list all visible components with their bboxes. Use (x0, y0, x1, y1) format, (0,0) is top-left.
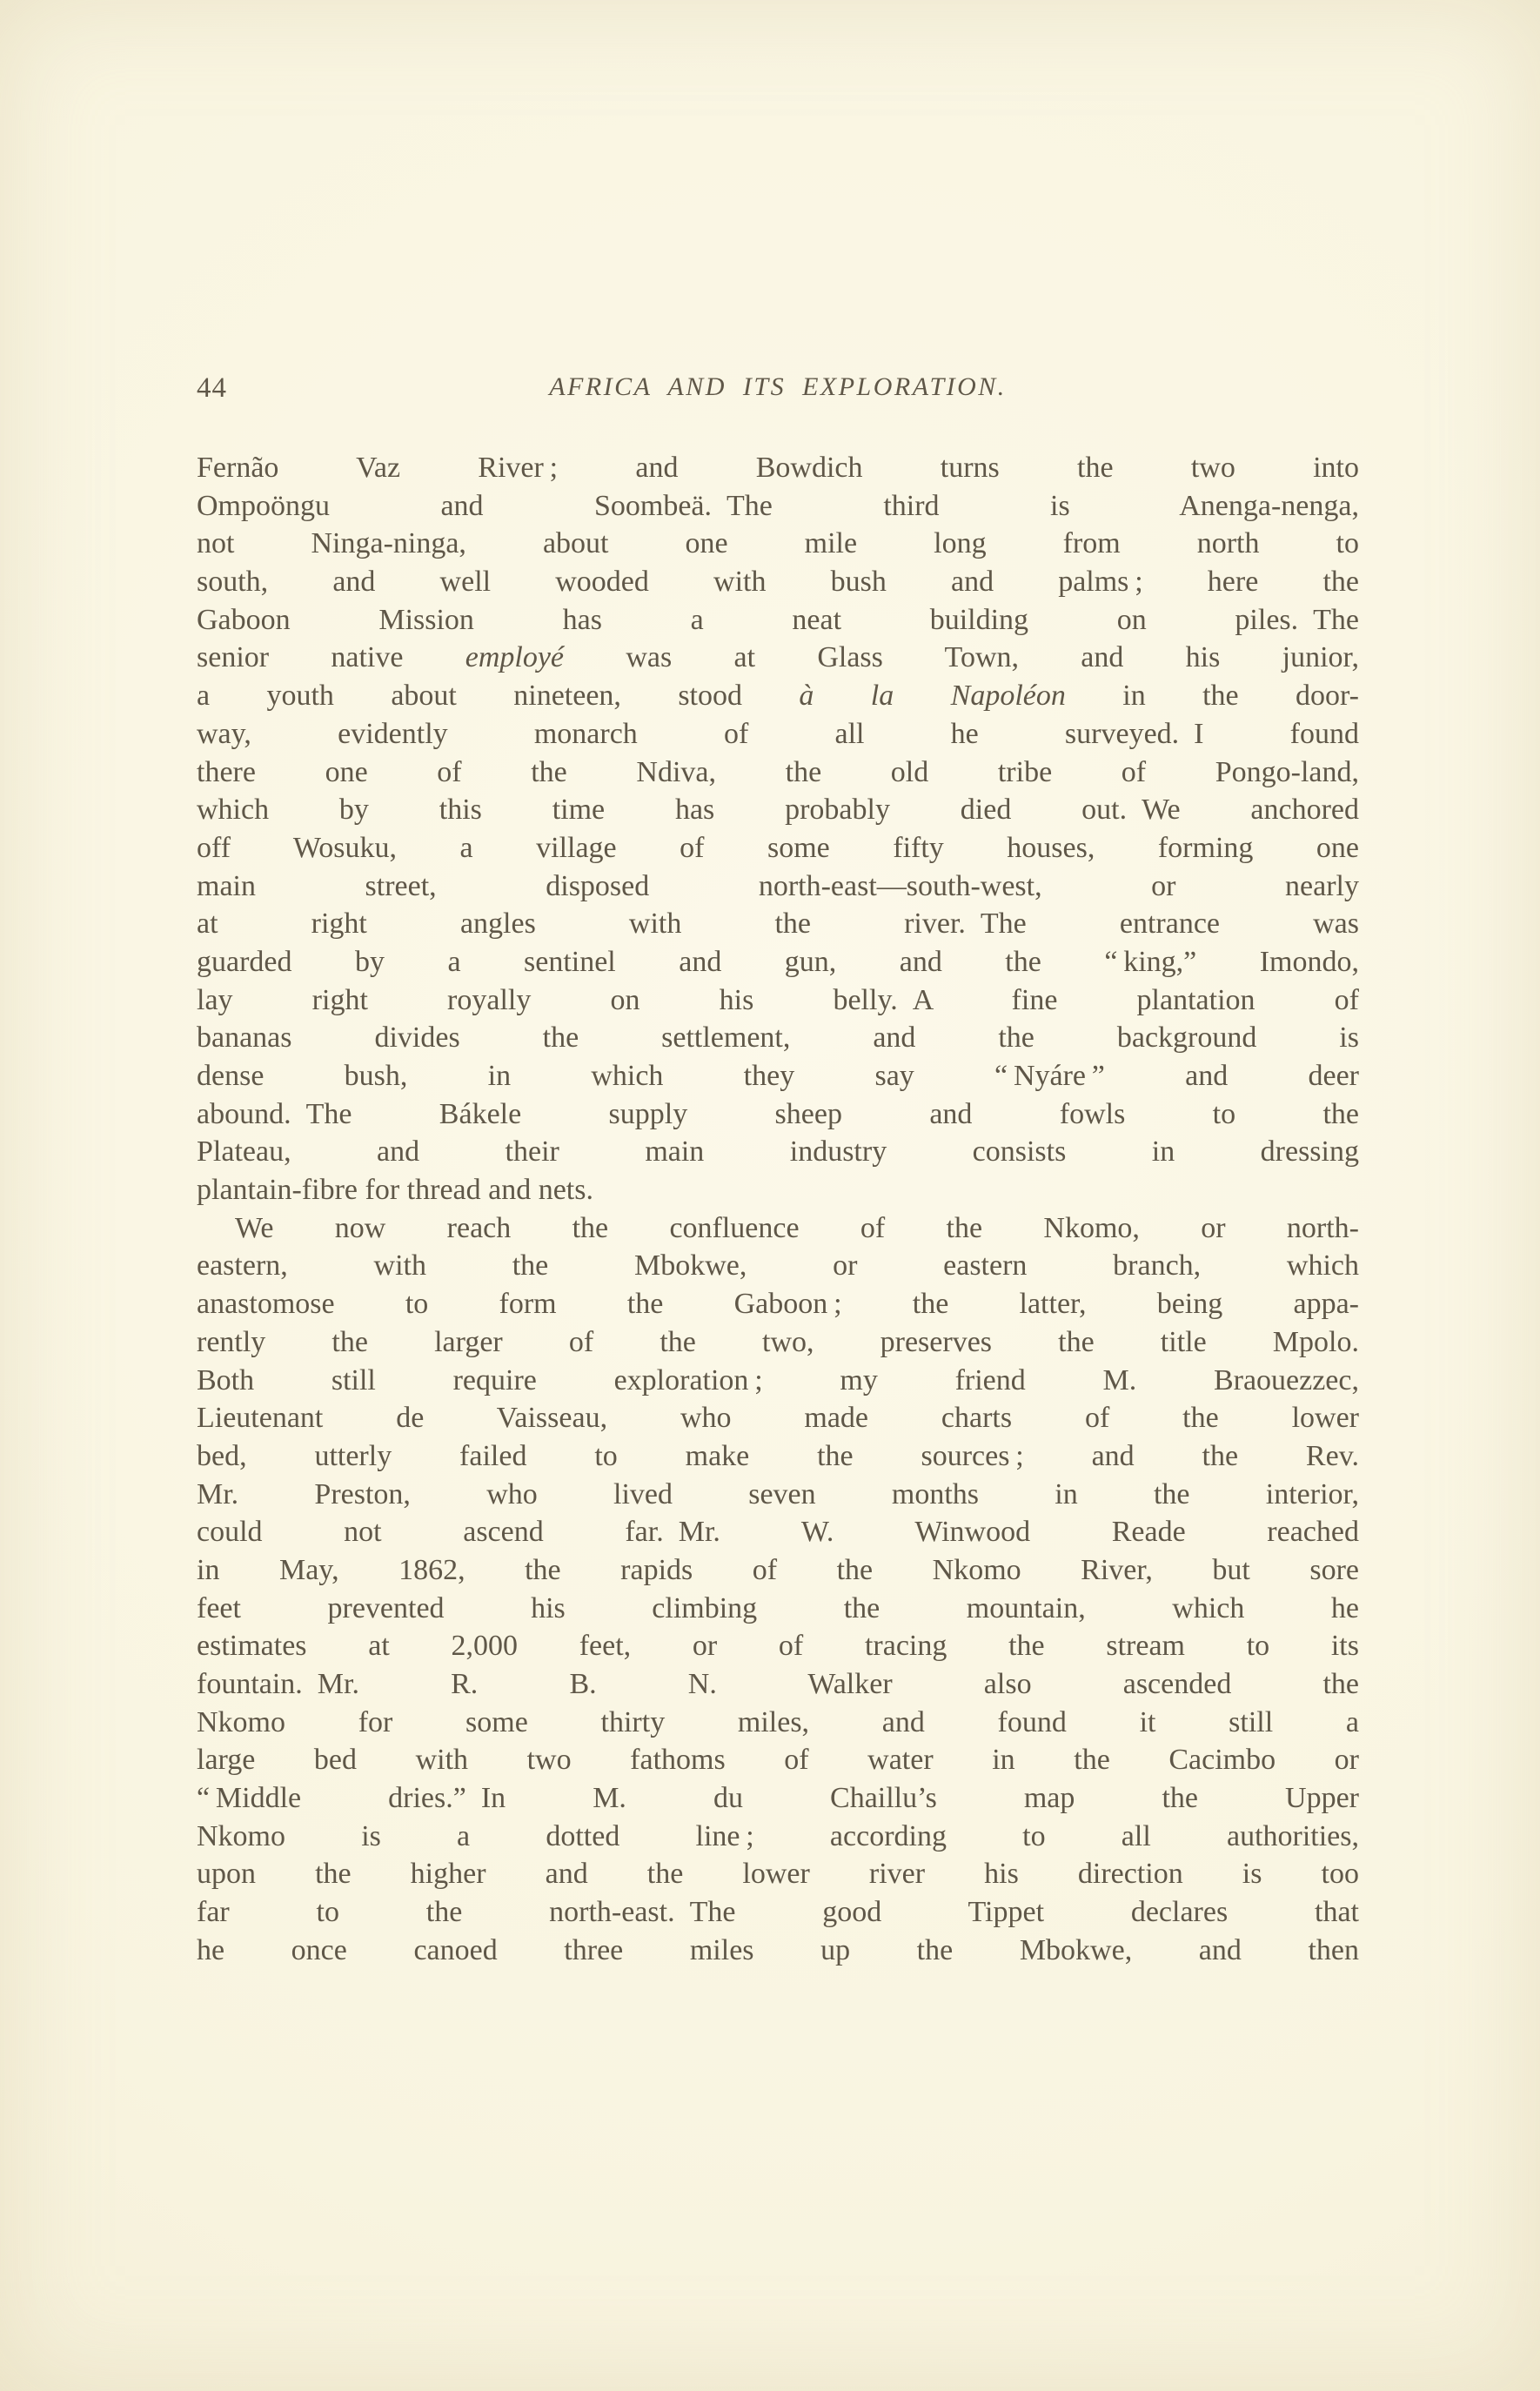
text-segment: a youth about nineteen, stood (197, 680, 800, 713)
text-segment: way, evidently monarch of all he surveyed. I found (197, 717, 1359, 750)
text-line (197, 1551, 1359, 1590)
text-segment: Lieutenant de Vaisseau, who made charts of the lower (197, 1402, 1359, 1435)
text-line (197, 867, 1359, 906)
text-segment: far to the north-east. The good Tippet declares that (197, 1896, 1359, 1929)
text-segment: which by this time has probably died out. We anchored (197, 794, 1359, 827)
text-line (197, 1057, 1359, 1095)
text-segment: dense bush, in which they say “ Nyáre ” and deer (197, 1060, 1359, 1092)
page-header (197, 369, 1359, 411)
text-line (197, 1399, 1359, 1437)
text-line (197, 943, 1359, 981)
paragraph (197, 449, 1359, 1209)
text-segment: south, and well wooded with bush and palms ; here the (197, 566, 1359, 599)
text-segment: Mr. Preston, who lived seven months in the interior, (197, 1477, 1359, 1510)
text-segment: rently the larger of the two, preserves the title Mpolo. (197, 1325, 1359, 1358)
text-segment: à la Napoléon (799, 680, 1066, 713)
text-segment: Plateau, and their main industry consists in dressing (197, 1135, 1359, 1169)
text-segment: anastomose to form the Gaboon ; the latter, being appa- (197, 1288, 1359, 1321)
text-segment: abound. The Bákele supply sheep and fowls to the (197, 1097, 1359, 1130)
text-segment: We now reach the confluence of the Nkomo, or north- (235, 1211, 1359, 1244)
text-segment: bed, utterly failed to make the sources ; and the Rev. (197, 1439, 1359, 1472)
text-segment: main street, disposed north-east—south-west, or nearly (197, 869, 1359, 902)
text-segment: there one of the Ndiva, the old tribe of Pongo-land, (197, 755, 1359, 788)
text-line (197, 1171, 1359, 1209)
text-segment: Ompoöngu and Soombeä. The third is Anenga-nenga, (197, 489, 1359, 522)
text-line (197, 525, 1359, 563)
text-line (197, 601, 1359, 640)
text-segment: feet prevented his climbing the mountain, which he (197, 1591, 1359, 1624)
text-line (197, 1019, 1359, 1057)
text-segment: Fernão Vaz River ; and Bowdich turns the two into (197, 452, 1359, 484)
text-segment: in May, 1862, the rapids of the Nkomo River, but sore (197, 1553, 1359, 1586)
text-line (197, 1437, 1359, 1476)
text-line (197, 677, 1359, 715)
text-segment: estimates at 2,000 feet, or of tracing the stream to its (197, 1630, 1359, 1663)
text-segment: employé (465, 641, 565, 674)
text-segment: “ Middle dries.” In M. du Chaillu’s map the Upper (197, 1782, 1359, 1815)
text-line (197, 1513, 1359, 1551)
text-line (197, 1590, 1359, 1628)
text-segment: could not ascend far. Mr. W. Winwood Reade reached (197, 1516, 1359, 1549)
text-segment: senior native (197, 641, 465, 674)
text-line (197, 1133, 1359, 1171)
text-line (197, 1323, 1359, 1362)
text-line (197, 1665, 1359, 1704)
text-segment: Nkomo for some thirty miles, and found it still a (197, 1705, 1359, 1738)
paragraph (197, 1209, 1359, 1970)
text-segment: guarded by a sentinel and gun, and the “ king,” Imondo, (197, 945, 1359, 978)
text-segment: bananas divides the settlement, and the background is (197, 1021, 1359, 1055)
text-segment: lay right royally on his belly. A fine plantation of (197, 983, 1359, 1016)
text-segment: in the door- (1065, 680, 1359, 713)
running-header: AFRICA AND ITS EXPLORATION. (549, 372, 1007, 401)
text-line (197, 1362, 1359, 1400)
text-segment: was at Glass Town, and his junior, (564, 641, 1359, 674)
page-number: 44 (197, 372, 227, 404)
text-segment: Both still require exploration ; my friend M. Braouezzec, (197, 1363, 1359, 1396)
text-segment: plantain-fibre for thread and nets. (197, 1174, 593, 1207)
text-segment: not Ninga-ninga, about one mile long from north to (197, 527, 1359, 560)
text-segment: eastern, with the Mbokwe, or eastern branch, which (197, 1249, 1359, 1283)
text-line (197, 981, 1359, 1020)
text-line (197, 1741, 1359, 1779)
text-line (197, 753, 1359, 792)
text-segment: he once canoed three miles up the Mbokwe, and then (197, 1933, 1359, 1966)
page-body (197, 449, 1359, 1970)
text-segment: large bed with two fathoms of water in the Cacimbo or (197, 1744, 1359, 1777)
text-segment: fountain. Mr. R. B. N. Walker also ascended the (197, 1668, 1359, 1700)
text-line (197, 715, 1359, 753)
text-line (197, 1285, 1359, 1323)
text-segment: upon the higher and the lower river his direction is too (197, 1858, 1359, 1891)
text-segment: at right angles with the river. The entrance was (197, 908, 1359, 941)
text-line (197, 1704, 1359, 1742)
text-line (197, 1779, 1359, 1818)
text-line (197, 829, 1359, 867)
text-line (197, 905, 1359, 943)
text-line (197, 1932, 1359, 1970)
text-segment: Gaboon Mission has a neat building on piles. The (197, 603, 1359, 636)
text-segment: Nkomo is a dotted line ; according to all authorities, (197, 1819, 1359, 1852)
text-line (197, 1476, 1359, 1514)
text-line (197, 1818, 1359, 1856)
text-line (197, 791, 1359, 829)
text-line (197, 449, 1359, 487)
text-line (197, 487, 1359, 526)
text-line (197, 639, 1359, 677)
text-line (197, 1893, 1359, 1932)
text-line (197, 1855, 1359, 1893)
text-line (197, 1095, 1359, 1134)
text-segment: off Wosuku, a village of some fifty houses, forming one (197, 831, 1359, 864)
text-line (197, 1627, 1359, 1665)
text-line (197, 1209, 1359, 1248)
text-line (197, 1247, 1359, 1285)
text-line (197, 563, 1359, 601)
